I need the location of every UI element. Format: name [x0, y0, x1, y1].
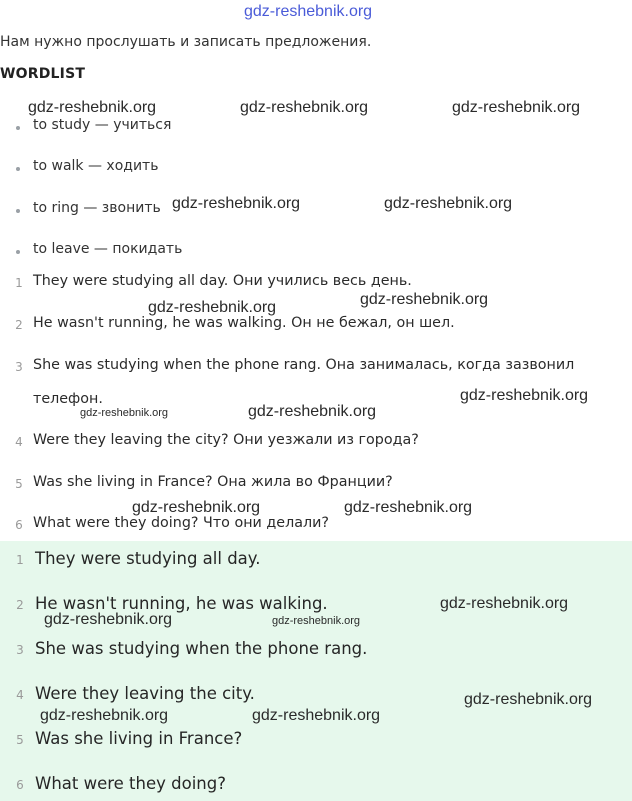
watermark: gdz-reshebnik.org: [360, 291, 489, 308]
answer-number: 3: [16, 643, 24, 657]
wordlist-item: [33, 117, 171, 133]
watermark: gdz-reshebnik.org: [40, 707, 169, 724]
wordlist-item-text: to ring — звонить: [33, 200, 161, 216]
sentence-text: What were they doing? Что они делали?: [33, 515, 329, 531]
bullet-icon: [16, 209, 20, 213]
answer-number: 2: [16, 598, 24, 612]
sentence-text: Was she living in France? Она жила во Франции?: [33, 474, 393, 490]
wordlist-item: [33, 200, 161, 216]
sentence-number: 6: [15, 518, 23, 532]
answer-number: 4: [16, 688, 24, 702]
sentence-number: 4: [15, 435, 23, 449]
bullet-icon: [16, 250, 20, 254]
sentence-text: They were studying all day. Они учились весь день.: [33, 273, 412, 289]
sentence-text: He wasn't running, he was walking. Он не бежал, он шел.: [33, 315, 455, 331]
watermark: gdz-reshebnik.org: [252, 707, 381, 724]
answer-text: He wasn't running, he was walking.: [35, 594, 328, 613]
watermark: gdz-reshebnik.org: [248, 403, 377, 420]
wordlist-item-text: to leave — покидать: [33, 241, 183, 257]
watermark: gdz-reshebnik.org: [44, 611, 173, 628]
sentence-number: 1: [15, 276, 23, 290]
bullet-icon: [16, 126, 20, 130]
answer-text: They were studying all day.: [35, 549, 261, 568]
answer-number: 6: [16, 778, 24, 792]
wordlist-heading: WORDLIST: [0, 66, 86, 82]
watermark: gdz-reshebnik.org: [460, 387, 589, 404]
wordlist-item-text: to walk — ходить: [33, 158, 159, 174]
answers-panel: [0, 541, 632, 801]
watermark: gdz-reshebnik.org: [240, 99, 369, 116]
watermark: gdz-reshebnik.org: [132, 499, 261, 516]
watermark: gdz-reshebnik.org: [272, 615, 361, 627]
sentence-number: 3: [15, 360, 23, 374]
watermark: gdz-reshebnik.org: [452, 99, 581, 116]
answer-number: 5: [16, 733, 24, 747]
answer-text: What were they doing?: [35, 774, 226, 793]
bullet-icon: [16, 167, 20, 171]
watermark: gdz-reshebnik.org: [384, 195, 513, 212]
answer-text: Was she living in France?: [35, 729, 243, 748]
sentence-number: 2: [15, 318, 23, 332]
answer-number: 1: [16, 553, 24, 567]
wordlist-item: [33, 241, 182, 257]
watermark: gdz-reshebnik.org: [80, 407, 169, 419]
watermark: gdz-reshebnik.org: [464, 691, 593, 708]
answer-text: Were they leaving the city.: [35, 684, 255, 703]
wordlist-item-text: to study — учиться: [33, 117, 172, 133]
watermark: gdz-reshebnik.org: [344, 499, 473, 516]
sentence-text: She was studying when the phone rang. Она занималась, когда зазвонил: [33, 357, 575, 373]
answer-text: She was studying when the phone rang.: [35, 639, 368, 658]
sentence-text: Were they leaving the city? Они уезжали из города?: [33, 432, 419, 448]
wordlist-item: [33, 158, 158, 174]
watermark: gdz-reshebnik.org: [244, 3, 373, 20]
watermark: gdz-reshebnik.org: [172, 195, 301, 212]
watermark: gdz-reshebnik.org: [28, 99, 157, 116]
watermark: gdz-reshebnik.org: [148, 299, 277, 316]
sentence-number: 5: [15, 477, 23, 491]
intro-text: Нам нужно прослушать и записать предложения.: [0, 34, 372, 50]
watermark: gdz-reshebnik.org: [440, 595, 569, 612]
sentence-text-continued: телефон.: [33, 391, 103, 407]
